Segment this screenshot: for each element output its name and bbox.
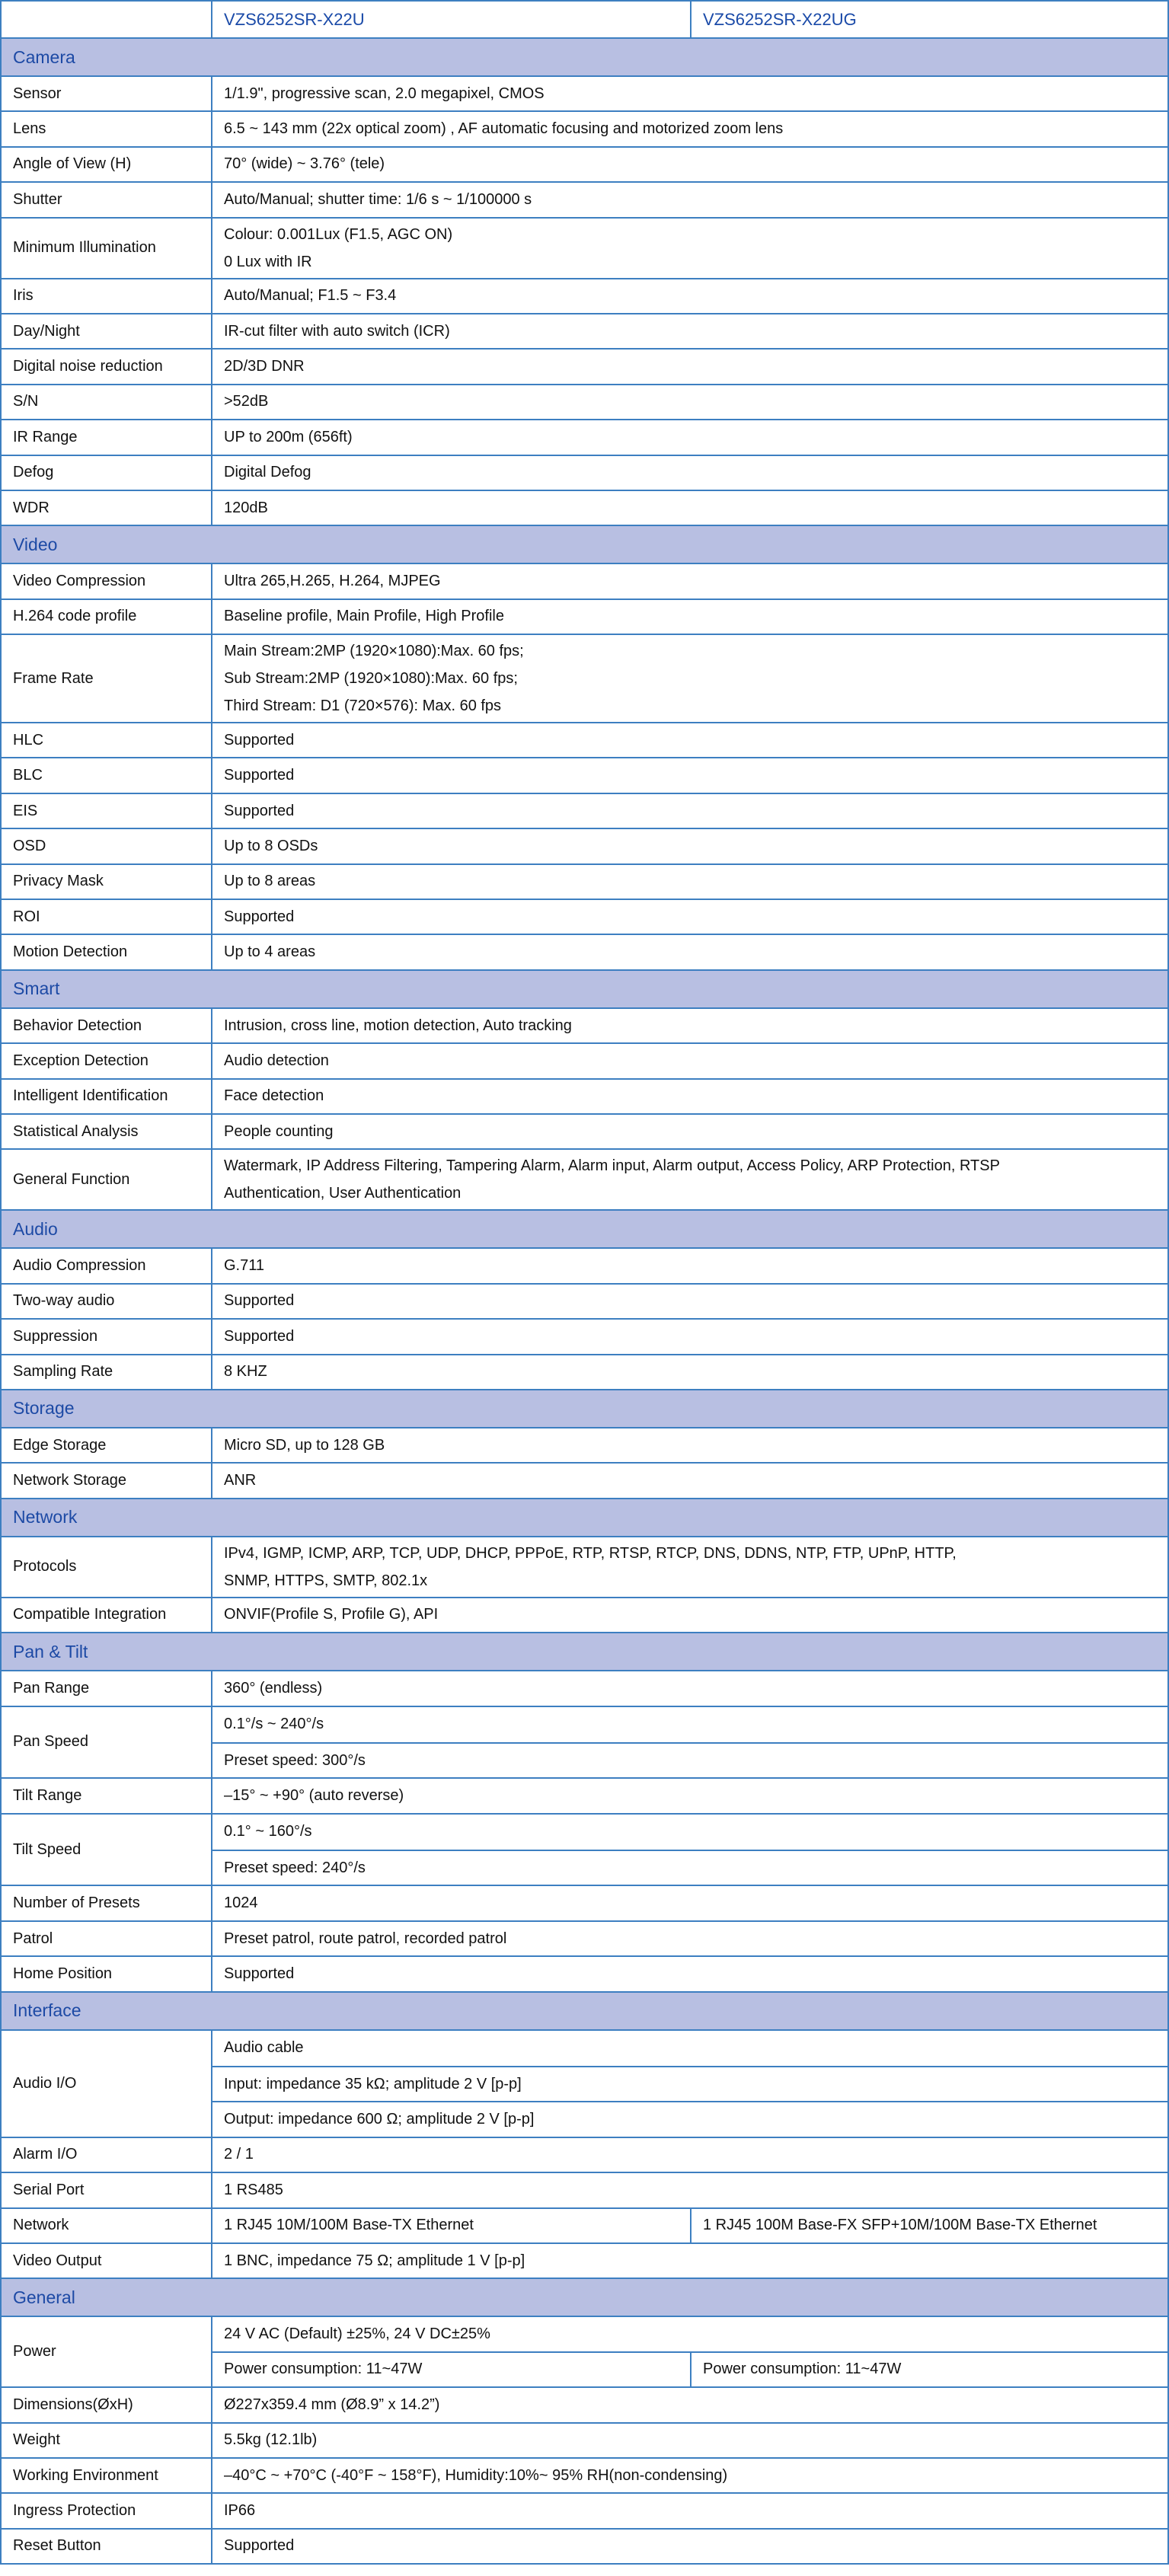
spec-value: Supported	[212, 1284, 1168, 1319]
spec-label: Pan Range	[1, 1671, 212, 1706]
spec-value: 24 V AC (Default) ±25%, 24 V DC±25%	[212, 2316, 1168, 2351]
spec-label: Serial Port	[1, 2172, 212, 2207]
spec-row-tilt-range	[1, 1778, 1168, 1813]
spec-row-home-position	[1, 1956, 1168, 1991]
spec-value-line: 0.1°/s ~ 240°/s	[224, 1716, 324, 1733]
spec-row-statistical-analysis	[1, 1114, 1168, 1149]
spec-value-line: IPv4, IGMP, ICMP, ARP, TCP, UDP, DHCP, PPPoE, RTP, RTSP, RTCP, DNS, DDNS, NTP, FTP, UPnP, HTTP,	[224, 1544, 957, 1562]
section-title: Camera	[1, 38, 1168, 76]
spec-label: Sensor	[1, 76, 212, 111]
spec-row-protocols	[1, 1537, 1168, 1598]
spec-row-motion-detection	[1, 934, 1168, 969]
spec-label: Edge Storage	[1, 1428, 212, 1463]
spec-value-line: Authentication, User Authentication	[224, 1185, 462, 1202]
spec-label: HLC	[1, 723, 212, 758]
spec-row-reset-button	[1, 2529, 1168, 2564]
spec-label: Day/Night	[1, 314, 212, 349]
header-blank	[1, 1, 212, 38]
spec-label: Reset Button	[1, 2529, 212, 2564]
spec-value: Supported	[212, 2529, 1168, 2564]
spec-row-iris	[1, 279, 1168, 314]
spec-label: Two-way audio	[1, 1284, 212, 1319]
spec-label: Tilt Range	[1, 1778, 212, 1813]
spec-row-general-function	[1, 1149, 1168, 1210]
spec-row-edge-storage	[1, 1428, 1168, 1463]
spec-label: Audio Compression	[1, 1248, 212, 1283]
spec-row-dimensions-xh	[1, 2387, 1168, 2422]
spec-value: ONVIF(Profile S, Profile G), API	[212, 1598, 1168, 1633]
spec-value-line: Output: impedance 600 Ω; amplitude 2 V [p-p]	[212, 2101, 1167, 2136]
spec-value: Ultra 265,H.265, H.264, MJPEG	[212, 563, 1168, 599]
model-name-1: VZS6252SR-X22U	[212, 1, 691, 38]
spec-label: Privacy Mask	[1, 864, 212, 899]
spec-value: Audio detection	[212, 1043, 1168, 1078]
spec-label: Digital noise reduction	[1, 349, 212, 384]
spec-row-video-compression	[1, 563, 1168, 599]
spec-value: Ø227x359.4 mm (Ø8.9” x 14.2”)	[212, 2387, 1168, 2422]
spec-value: Power consumption: 11~47W	[691, 2352, 1168, 2387]
spec-value: Supported	[212, 758, 1168, 793]
spec-row-pan-speed	[1, 1706, 1168, 1779]
spec-label: Working Environment	[1, 2458, 212, 2493]
spec-value: 120dB	[212, 490, 1168, 525]
spec-value: Up to 8 OSDs	[212, 828, 1168, 863]
spec-row-defog	[1, 455, 1168, 490]
spec-row-lens	[1, 111, 1168, 146]
spec-value: –15° ~ +90° (auto reverse)	[212, 1778, 1168, 1813]
section-title: Network	[1, 1499, 1168, 1537]
spec-label: Ingress Protection	[1, 2493, 212, 2528]
spec-label: Compatible Integration	[1, 1598, 212, 1633]
spec-row-frame-rate	[1, 634, 1168, 723]
spec-row-blc	[1, 758, 1168, 793]
spec-value: Up to 4 areas	[212, 934, 1168, 969]
spec-value: IR-cut filter with auto switch (ICR)	[212, 314, 1168, 349]
section-header-row	[1, 38, 1168, 76]
spec-label: Patrol	[1, 1921, 212, 1956]
spec-row-sampling-rate	[1, 1355, 1168, 1390]
spec-value-line: Preset speed: 240°/s	[212, 1850, 1167, 1885]
spec-label: Defog	[1, 455, 212, 490]
spec-value: Supported	[212, 899, 1168, 934]
spec-row-working-environment	[1, 2458, 1168, 2493]
spec-row-audio-i-o	[1, 2030, 1168, 2137]
spec-value: Supported	[212, 723, 1168, 758]
section-header-row	[1, 2278, 1168, 2316]
spec-value: 6.5 ~ 143 mm (22x optical zoom) , AF automatic focusing and motorized zoom lens	[212, 111, 1168, 146]
spec-value: ANR	[212, 1463, 1168, 1498]
spec-row-weight	[1, 2423, 1168, 2458]
section-header-row	[1, 1210, 1168, 1248]
spec-label: Tilt Speed	[1, 1814, 212, 1886]
spec-label: Dimensions(ØxH)	[1, 2387, 212, 2422]
spec-label: Network	[1, 2208, 212, 2243]
spec-row-privacy-mask	[1, 864, 1168, 899]
section-header-row	[1, 970, 1168, 1008]
spec-label: Frame Rate	[1, 634, 212, 723]
section-title: Video	[1, 525, 1168, 563]
spec-value: 1 RS485	[212, 2172, 1168, 2207]
section-title: Interface	[1, 1992, 1168, 2030]
spec-value: Auto/Manual; F1.5 ~ F3.4	[212, 279, 1168, 314]
spec-label: Alarm I/O	[1, 2137, 212, 2172]
spec-label: Iris	[1, 279, 212, 314]
spec-value: Power consumption: 11~47W	[212, 2352, 691, 2387]
section-title: General	[1, 2278, 1168, 2316]
spec-row-sensor	[1, 76, 1168, 111]
spec-label: Statistical Analysis	[1, 1114, 212, 1149]
spec-label: Number of Presets	[1, 1885, 212, 1920]
spec-value-line: 0 Lux with IR	[224, 253, 312, 270]
spec-value: 1 BNC, impedance 75 Ω; amplitude 1 V [p-p]	[212, 2243, 1168, 2278]
spec-value: 8 KHZ	[212, 1355, 1168, 1390]
spec-row-number-of-presets	[1, 1885, 1168, 1920]
spec-value-line: Watermark, IP Address Filtering, Tampering Alarm, Alarm input, Alarm output, Access Policy, ARP Protection, RTSP	[224, 1157, 1000, 1175]
spec-value-line: Input: impedance 35 kΩ; amplitude 2 V [p-p]	[212, 2066, 1167, 2101]
spec-row-intelligent-identification	[1, 1079, 1168, 1114]
spec-row-ingress-protection	[1, 2493, 1168, 2528]
spec-row-digital-noise-reduction	[1, 349, 1168, 384]
spec-label: Pan Speed	[1, 1706, 212, 1779]
spec-label: Exception Detection	[1, 1043, 212, 1078]
spec-value-line: Main Stream:2MP (1920×1080):Max. 60 fps;	[224, 643, 524, 660]
spec-row-suppression	[1, 1319, 1168, 1354]
spec-label: Lens	[1, 111, 212, 146]
section-header-row	[1, 525, 1168, 563]
spec-label: Angle of View (H)	[1, 147, 212, 182]
spec-value	[212, 1814, 1168, 1886]
spec-value	[212, 1537, 1168, 1598]
spec-value: Supported	[212, 1956, 1168, 1991]
spec-value: 1 RJ45 100M Base-FX SFP+10M/100M Base-TX Ethernet	[691, 2208, 1168, 2243]
spec-value: 360° (endless)	[212, 1671, 1168, 1706]
spec-value: Up to 8 areas	[212, 864, 1168, 899]
spec-row-behavior-detection	[1, 1008, 1168, 1043]
spec-label: IR Range	[1, 420, 212, 455]
spec-row-osd	[1, 828, 1168, 863]
spec-table-body	[1, 1, 1168, 2564]
spec-value: People counting	[212, 1114, 1168, 1149]
spec-row-patrol	[1, 1921, 1168, 1956]
spec-label: Network Storage	[1, 1463, 212, 1498]
section-title: Audio	[1, 1210, 1168, 1248]
spec-value: Digital Defog	[212, 455, 1168, 490]
spec-value	[212, 1149, 1168, 1210]
spec-value: 2D/3D DNR	[212, 349, 1168, 384]
section-title: Smart	[1, 970, 1168, 1008]
spec-value: Micro SD, up to 128 GB	[212, 1428, 1168, 1463]
spec-label: H.264 code profile	[1, 599, 212, 634]
spec-row-video-output	[1, 2243, 1168, 2278]
spec-value: G.711	[212, 1248, 1168, 1283]
spec-label: Suppression	[1, 1319, 212, 1354]
spec-row-minimum-illumination	[1, 218, 1168, 279]
spec-row-pan-range	[1, 1671, 1168, 1706]
spec-value	[212, 2030, 1168, 2137]
spec-row-ir-range	[1, 420, 1168, 455]
spec-row-hlc	[1, 723, 1168, 758]
spec-row-s-n	[1, 385, 1168, 420]
spec-row-shutter	[1, 182, 1168, 217]
spec-label: Behavior Detection	[1, 1008, 212, 1043]
section-header-row	[1, 1992, 1168, 2030]
spec-value: –40°C ~ +70°C (-40°F ~ 158°F), Humidity:10%~ 95% RH(non-condensing)	[212, 2458, 1168, 2493]
spec-row-wdr	[1, 490, 1168, 525]
spec-value: Face detection	[212, 1079, 1168, 1114]
spec-row-h-264-code-profile	[1, 599, 1168, 634]
spec-label: Shutter	[1, 182, 212, 217]
spec-label: Video Output	[1, 2243, 212, 2278]
spec-row-compatible-integration	[1, 1598, 1168, 1633]
spec-value	[212, 1706, 1168, 1779]
spec-label: Intelligent Identification	[1, 1079, 212, 1114]
spec-row-eis	[1, 793, 1168, 828]
spec-label: General Function	[1, 1149, 212, 1210]
spec-value: Baseline profile, Main Profile, High Profile	[212, 599, 1168, 634]
spec-row-network	[1, 2208, 1168, 2243]
spec-label: Home Position	[1, 1956, 212, 1991]
spec-row-audio-compression	[1, 1248, 1168, 1283]
spec-label: Power	[1, 2316, 212, 2387]
spec-value-line: Third Stream: D1 (720×576): Max. 60 fps	[224, 697, 502, 715]
spec-value	[212, 218, 1168, 279]
spec-value: 5.5kg (12.1lb)	[212, 2423, 1168, 2458]
spec-label: S/N	[1, 385, 212, 420]
spec-label: Weight	[1, 2423, 212, 2458]
spec-row-exception-detection	[1, 1043, 1168, 1078]
section-header-row	[1, 1390, 1168, 1428]
spec-value-line: Audio cable	[224, 2039, 304, 2057]
spec-row-tilt-speed	[1, 1814, 1168, 1886]
spec-value: UP to 200m (656ft)	[212, 420, 1168, 455]
spec-label: Motion Detection	[1, 934, 212, 969]
spec-value: 70° (wide) ~ 3.76° (tele)	[212, 147, 1168, 182]
model-name-2: VZS6252SR-X22UG	[691, 1, 1168, 38]
spec-row-network-storage	[1, 1463, 1168, 1498]
spec-row-power	[1, 2316, 1168, 2351]
spec-value: 1 RJ45 10M/100M Base-TX Ethernet	[212, 2208, 691, 2243]
spec-label: BLC	[1, 758, 212, 793]
spec-value: 2 / 1	[212, 2137, 1168, 2172]
spec-row-day-night	[1, 314, 1168, 349]
spec-label: ROI	[1, 899, 212, 934]
spec-label: OSD	[1, 828, 212, 863]
spec-row-roi	[1, 899, 1168, 934]
header-row	[1, 1, 1168, 38]
spec-value: 1/1.9", progressive scan, 2.0 megapixel, CMOS	[212, 76, 1168, 111]
section-header-row	[1, 1633, 1168, 1671]
spec-value: 1024	[212, 1885, 1168, 1920]
section-header-row	[1, 1499, 1168, 1537]
spec-value: IP66	[212, 2493, 1168, 2528]
spec-value: Supported	[212, 793, 1168, 828]
spec-value: >52dB	[212, 385, 1168, 420]
spec-value-line: 0.1° ~ 160°/s	[224, 1823, 312, 1840]
section-title: Pan & Tilt	[1, 1633, 1168, 1671]
spec-label: Audio I/O	[1, 2030, 212, 2137]
spec-row-serial-port	[1, 2172, 1168, 2207]
spec-label: Minimum Illumination	[1, 218, 212, 279]
spec-value: Preset patrol, route patrol, recorded patrol	[212, 1921, 1168, 1956]
spec-value-line: Sub Stream:2MP (1920×1080):Max. 60 fps;	[224, 670, 518, 688]
spec-value	[212, 634, 1168, 723]
spec-value-line: Preset speed: 300°/s	[212, 1742, 1167, 1777]
spec-label: Protocols	[1, 1537, 212, 1598]
spec-value-line: SNMP, HTTPS, SMTP, 802.1x	[224, 1572, 428, 1589]
spec-row-two-way-audio	[1, 1284, 1168, 1319]
spec-value-line: Colour: 0.001Lux (F1.5, AGC ON)	[224, 225, 453, 243]
spec-label: Sampling Rate	[1, 1355, 212, 1390]
section-title: Storage	[1, 1390, 1168, 1428]
spec-row-angle-of-view-h	[1, 147, 1168, 182]
spec-label: WDR	[1, 490, 212, 525]
spec-label: Video Compression	[1, 563, 212, 599]
spec-label: EIS	[1, 793, 212, 828]
spec-value: Supported	[212, 1319, 1168, 1354]
spec-value: Auto/Manual; shutter time: 1/6 s ~ 1/100000 s	[212, 182, 1168, 217]
spec-row-alarm-i-o	[1, 2137, 1168, 2172]
spec-value: Intrusion, cross line, motion detection, Auto tracking	[212, 1008, 1168, 1043]
